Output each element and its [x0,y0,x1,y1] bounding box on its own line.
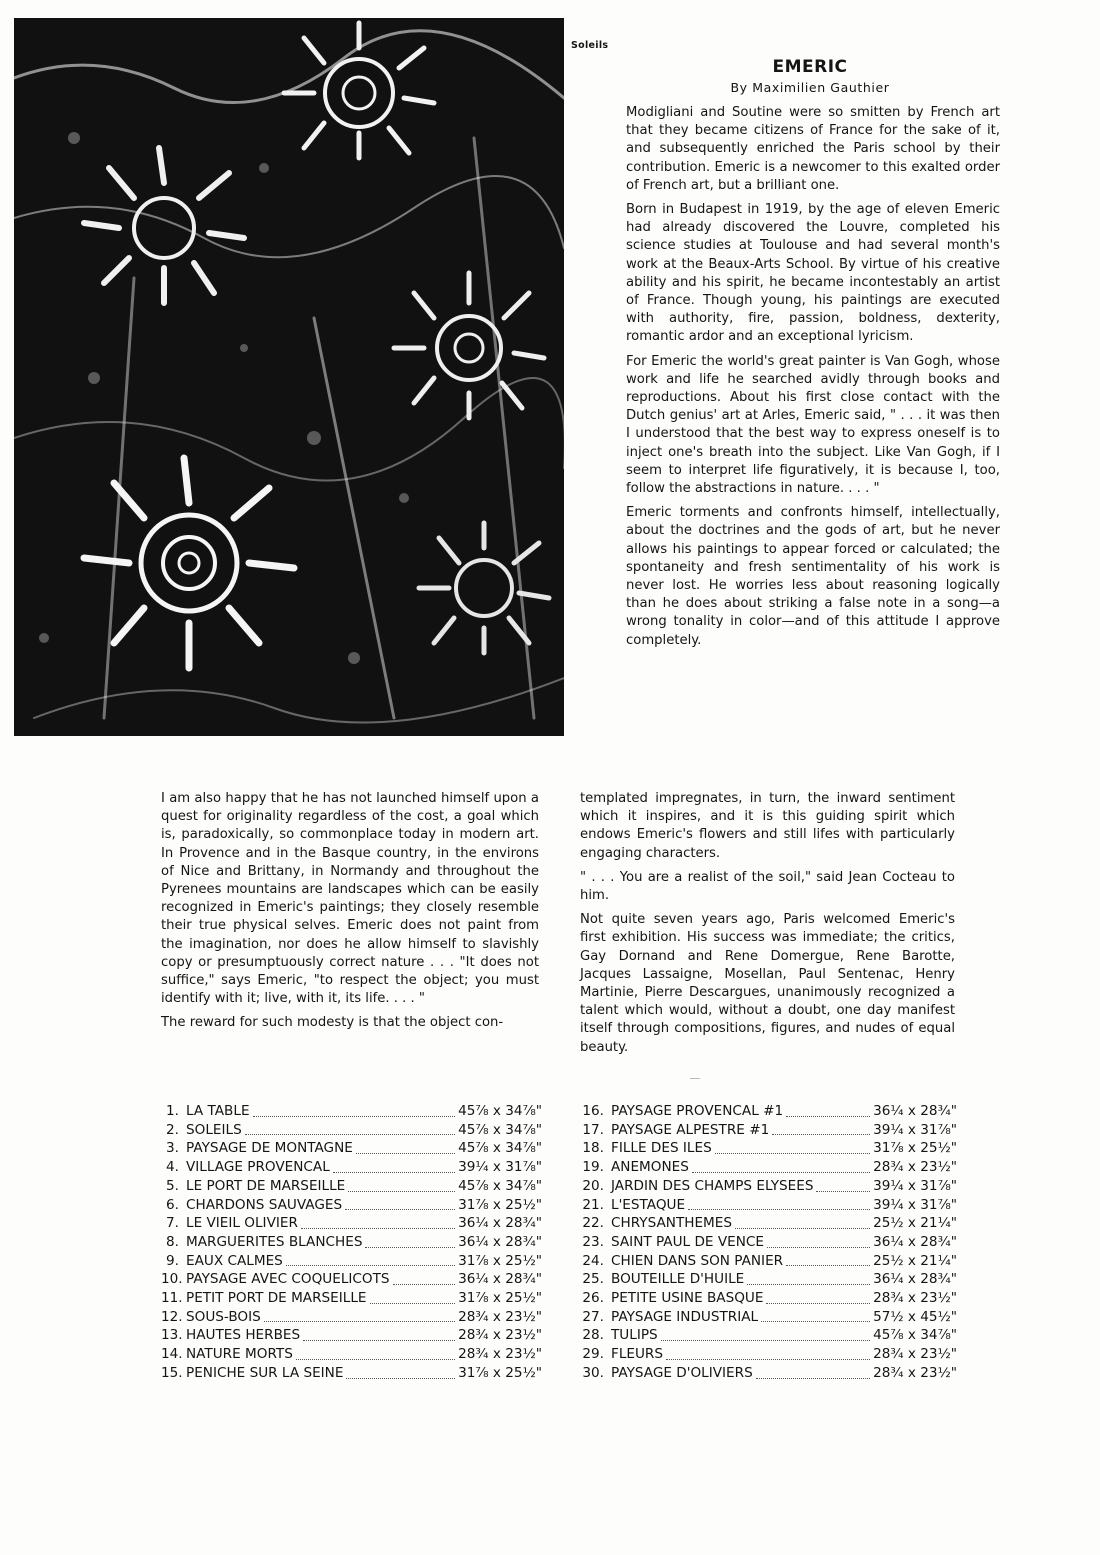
dot-leader [370,1302,456,1304]
work-item [161,1345,542,1364]
work-title: PETITE USINE BASQUE [611,1290,764,1307]
work-item [161,1252,542,1271]
dot-leader [756,1377,870,1379]
work-number: 22. [582,1215,604,1232]
article-column-bottom-left [161,790,539,1039]
work-title: FLEURS [611,1346,664,1363]
work-item [580,1121,957,1140]
sunflower-painting-illustration [14,18,564,736]
work-title: TULIPS [611,1327,658,1344]
dot-leader [661,1339,870,1341]
dot-leader [786,1115,870,1117]
work-title: SOLEILS [186,1121,242,1138]
work-dimensions: 28¾ x 23½" [458,1327,542,1344]
work-dimensions: 45⅞ x 34⅞" [458,1140,542,1157]
dot-leader [767,1246,870,1248]
paragraph: Modigliani and Soutine were so smitten by French art that they became citizens of France for the sake of it, and subsequently enriched the Paris school by their contribution. Emeric is a newcomer to this exalted order of French art, but a brilliant one. [626,105,1000,193]
work-number: 28. [582,1327,604,1344]
work-title: PAYSAGE INDUSTRIAL [611,1308,759,1325]
work-dimensions: 36¼ x 28¾" [458,1233,542,1250]
work-dimensions: 25½ x 21¼" [873,1215,957,1232]
work-item [580,1233,957,1252]
work-number: 15. [161,1364,183,1381]
work-dimensions: 28¾ x 23½" [873,1159,957,1176]
work-title: FILLE DES ILES [611,1140,712,1157]
paragraph: For Emeric the world's great painter is Van Gogh, whose work and life he searched avidly through books and reproductions. About his first close contact with the Dutch genius' art at Arles, Emeric said, " . . . it was then I understood that the best way to express oneself is to inject one's breath into the subject. Like Van Gogh, if I seem to interpret life figuratively, it is because I, too, follow the abstractions in nature. . . . " [626,353,1000,497]
work-dimensions: 45⅞ x 34⅞" [458,1103,542,1119]
work-item [161,1326,542,1345]
work-number: 16. [582,1103,604,1119]
work-title: PETIT PORT DE MARSEILLE [186,1290,367,1307]
work-dimensions: 28¾ x 23½" [873,1346,957,1363]
dot-leader [346,1377,455,1379]
work-number: 3. [166,1140,179,1157]
work-item [161,1364,542,1383]
work-item [580,1102,957,1121]
work-number: 4. [166,1159,179,1176]
work-dimensions: 28¾ x 23½" [458,1308,542,1325]
dot-leader [747,1283,870,1285]
work-title: ANEMONES [611,1159,689,1176]
work-item [580,1139,957,1158]
painting-image [14,18,564,736]
paragraph: Emeric torments and confronts himself, intellectually, about the doctrines and the gods of art, but he never allows his paintings to appear forced or calculated; the spontaneity and fresh sentimentality of his work is never lost. He worries less about reasoning logically than he does about striking a false note in a song—a wrong tonality in color—and of this attitude I approve completely. [626,505,1000,648]
work-title: LE VIEIL OLIVIER [186,1215,298,1232]
work-dimensions: 39¼ x 31⅞" [873,1121,957,1138]
work-title: HAUTES HERBES [186,1327,301,1344]
work-title: PENICHE SUR LA SEINE [186,1364,344,1381]
work-dimensions: 31⅞ x 25½" [873,1140,957,1157]
work-dimensions: 57½ x 45½" [873,1308,957,1325]
dot-leader [715,1152,870,1154]
dot-leader [772,1133,870,1135]
work-item [580,1326,957,1345]
work-number: 29. [582,1346,604,1363]
work-item [161,1289,542,1308]
work-dimensions: 36¼ x 28¾" [873,1271,957,1288]
work-number: 19. [582,1159,604,1176]
work-title: CHIEN DANS SON PANIER [611,1252,784,1269]
work-title: LA TABLE [186,1103,250,1119]
work-title: LE PORT DE MARSEILLE [186,1177,346,1194]
paragraph: " . . . You are a realist of the soil," said Jean Cocteau to him. [580,869,955,904]
work-title: SAINT PAUL DE VENCE [611,1233,764,1250]
work-number: 9. [166,1252,179,1269]
work-item [161,1270,542,1289]
dot-leader [301,1227,455,1229]
work-number: 8. [166,1233,179,1250]
dot-leader [393,1283,456,1285]
dot-leader [356,1152,455,1154]
dot-leader [761,1320,870,1322]
work-number: 27. [582,1308,604,1325]
work-title: CHRYSANTHEMES [611,1215,733,1232]
work-item [161,1308,542,1327]
work-number: 2. [166,1121,179,1138]
work-number: 23. [582,1233,604,1250]
dot-leader [245,1133,455,1135]
work-item [580,1270,957,1289]
work-number: 17. [582,1121,604,1138]
work-item [161,1102,542,1121]
work-number: 1. [166,1103,179,1119]
work-dimensions: 39¼ x 31⅞" [873,1196,957,1213]
work-dimensions: 31⅞ x 25½" [458,1196,542,1213]
work-dimensions: 25½ x 21¼" [873,1252,957,1269]
work-title: VILLAGE PROVENCAL [186,1159,330,1176]
work-dimensions: 31⅞ x 25½" [458,1364,542,1381]
work-dimensions: 39¼ x 31⅞" [873,1177,957,1194]
work-item [161,1139,542,1158]
work-item [161,1233,542,1252]
work-dimensions: 28¾ x 23½" [873,1290,957,1307]
work-number: 26. [582,1290,604,1307]
dot-leader [286,1264,455,1266]
work-dimensions: 36¼ x 28¾" [873,1103,957,1119]
paragraph: Not quite seven years ago, Paris welcomed Emeric's first exhibition. His success was immediate; the critics, Gay Dornand and Rene Domergue, Rene Barotte, Jacques Lassaigne, Mosellan, Paul Sentenac, Henry Martinie, Pierre Descargues, unanimously recognized a talent which would, without a doubt, one day manifest itself through compositions, figures, and nudes of equal beauty. [580,912,955,1055]
work-item [580,1364,957,1383]
divider-mark [690,1078,700,1079]
work-dimensions: 45⅞ x 34⅞" [873,1327,957,1344]
work-item [161,1214,542,1233]
work-number: 24. [582,1252,604,1269]
work-title: PAYSAGE AVEC COQUELICOTS [186,1271,390,1288]
work-number: 25. [582,1271,604,1288]
work-number: 21. [582,1196,604,1213]
work-title: MARGUERITES BLANCHES [186,1233,363,1250]
work-number: 20. [582,1177,604,1194]
work-title: JARDIN DES CHAMPS ELYSEES [611,1177,814,1194]
work-number: 5. [166,1177,179,1194]
work-item [161,1121,542,1140]
article-title: EMERIC [772,57,848,77]
work-item [580,1177,957,1196]
work-title: CHARDONS SAUVAGES [186,1196,343,1213]
work-number: 6. [166,1196,179,1213]
work-title: PAYSAGE PROVENCAL #1 [611,1103,784,1119]
work-item [161,1158,542,1177]
dot-leader [786,1264,870,1266]
work-title: L'ESTAQUE [611,1196,686,1213]
work-dimensions: 28¾ x 23½" [458,1346,542,1363]
dot-leader [666,1358,870,1360]
work-number: 10. [161,1271,183,1288]
work-item [580,1252,957,1271]
work-item [580,1196,957,1215]
dot-leader [253,1115,456,1117]
work-item [580,1345,957,1364]
dot-leader [816,1190,870,1192]
article-column-bottom-right [580,790,955,1063]
dot-leader [345,1208,455,1210]
work-title: EAUX CALMES [186,1252,283,1269]
work-number: 18. [582,1140,604,1157]
work-item [580,1289,957,1308]
paragraph: I am also happy that he has not launched himself upon a quest for originality regardless of the cost, a goal which is, paradoxically, so commonplace today in modern art. In Provence and in the Basque country, in the environs of Nice and Brittany, in Normandy and throughout the Pyrenees mountains are landscapes which can be easily recognized in Emeric's paintings; they closely resemble their true physical selves. Emeric does not paint from the imagination, nor does he allow himself to slavishly copy or presumptuously correct nature . . . "It does not suffice," says Emeric, "to respect the object; you must identify with it; live, with it, its life. . . . " [161,791,539,1007]
works-list-right [580,1102,957,1383]
work-item [161,1177,542,1196]
work-title: PAYSAGE DE MONTAGNE [186,1140,353,1157]
work-dimensions: 36¼ x 28¾" [458,1271,542,1288]
dot-leader [692,1171,870,1173]
work-number: 13. [161,1327,183,1344]
work-item [580,1214,957,1233]
dot-leader [296,1358,455,1360]
dot-leader [348,1190,455,1192]
work-item [161,1196,542,1215]
work-title: PAYSAGE ALPESTRE #1 [611,1121,770,1138]
painting-caption: Soleils [571,40,609,51]
paragraph: The reward for such modesty is that the object con- [161,1015,504,1031]
paragraph: templated impregnates, in turn, the inward sentiment which it inspires, and it is this guiding spirit which endows Emeric's flowers and still lifes with particularly engaging characters. [580,791,955,861]
work-title: PAYSAGE D'OLIVIERS [611,1364,753,1381]
work-number: 12. [161,1308,183,1325]
dot-leader [688,1208,870,1210]
work-dimensions: 36¼ x 28¾" [873,1233,957,1250]
dot-leader [766,1302,870,1304]
dot-leader [365,1246,455,1248]
work-number: 30. [582,1364,604,1381]
work-title: NATURE MORTS [186,1346,293,1363]
work-title: SOUS-BOIS [186,1308,261,1325]
work-dimensions: 31⅞ x 25½" [458,1252,542,1269]
work-item [580,1308,957,1327]
work-dimensions: 45⅞ x 34⅞" [458,1121,542,1138]
work-dimensions: 45⅞ x 34⅞" [458,1177,542,1194]
work-number: 11. [161,1290,183,1307]
works-list-left [161,1102,542,1383]
work-dimensions: 39¼ x 31⅞" [458,1159,542,1176]
article-column-top [626,104,1000,656]
work-number: 14. [161,1346,183,1363]
work-dimensions: 31⅞ x 25½" [458,1290,542,1307]
work-dimensions: 28¾ x 23½" [873,1364,957,1381]
article-byline: By Maximilien Gauthier [730,80,890,95]
work-item [580,1158,957,1177]
work-dimensions: 36¼ x 28¾" [458,1215,542,1232]
dot-leader [333,1171,455,1173]
dot-leader [264,1320,455,1322]
paragraph: Born in Budapest in 1919, by the age of eleven Emeric had already discovered the Louvre, completed his science studies at Toulouse and had several month's work at the Beaux-Arts School. By virtue of his creative ability and his spirit, he became incontestably an artist of France. Though young, his paintings are executed with authority, fire, passion, boldness, dexterity, romantic ardor and an exceptional lyricism. [626,202,1000,345]
dot-leader [303,1339,455,1341]
dot-leader [735,1227,870,1229]
work-title: BOUTEILLE D'HUILE [611,1271,745,1288]
work-number: 7. [166,1215,179,1232]
